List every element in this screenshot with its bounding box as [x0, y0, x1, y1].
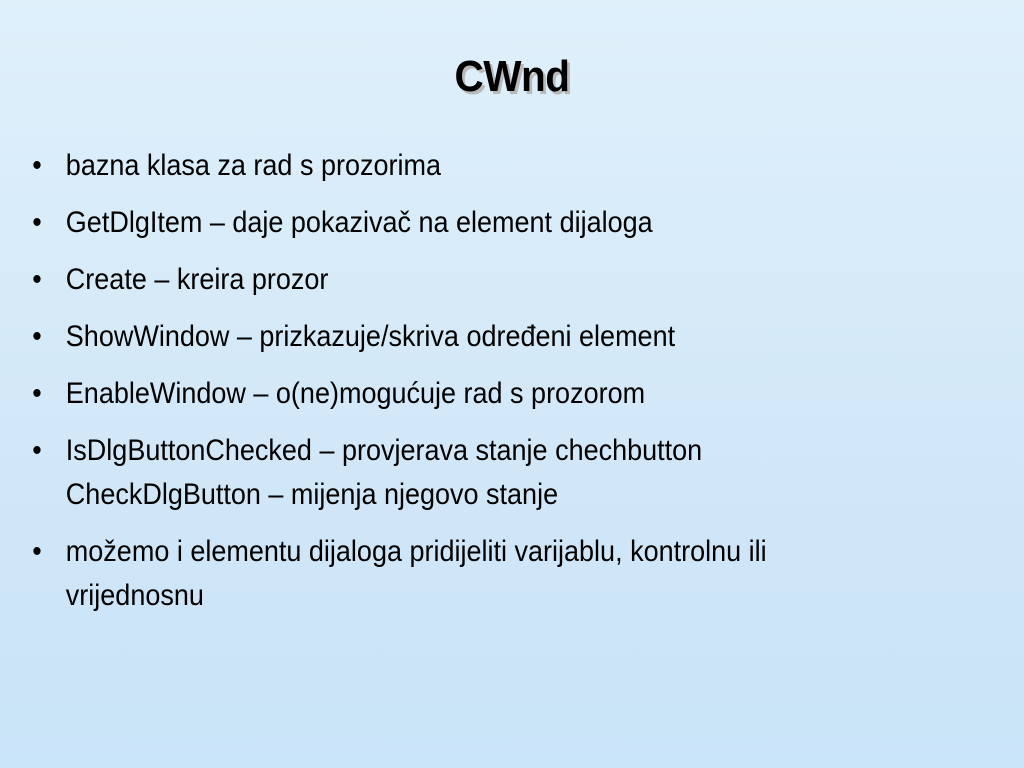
bullet-icon: •: [32, 206, 42, 239]
bullet-text-continuation: vrijednosnu: [65, 579, 204, 612]
bullet-icon: •: [32, 377, 42, 410]
slide-title: CWnd: [454, 52, 570, 101]
bullet-text: ShowWindow – prizkazuje/skriva određeni element: [65, 320, 676, 353]
bullet-item: [28, 372, 892, 416]
bullet-icon: •: [32, 434, 42, 467]
bullet-icon: •: [32, 535, 42, 568]
bullet-item: [28, 429, 892, 517]
bullet-text-continuation: CheckDlgButton – mijenja njegovo stanje: [65, 478, 559, 511]
bullet-item: [28, 315, 892, 359]
bullet-icon: •: [32, 320, 42, 353]
bullet-text: IsDlgButtonChecked – provjerava stanje chechbutton: [65, 434, 703, 467]
bullet-item: [28, 201, 892, 245]
bullet-text: Create – kreira prozor: [65, 263, 329, 296]
bullet-item: [28, 258, 892, 302]
bullet-list: [28, 144, 988, 631]
bullet-text: bazna klasa za rad s prozorima: [65, 149, 441, 182]
bullet-icon: •: [32, 263, 42, 296]
bullet-text: možemo i elementu dijaloga pridijeliti varijablu, kontrolnu ili: [65, 535, 767, 568]
bullet-icon: •: [32, 149, 42, 182]
bullet-item: [28, 144, 892, 188]
bullet-text: EnableWindow – o(ne)mogućuje rad s prozorom: [65, 377, 646, 410]
bullet-text: GetDlgItem – daje pokazivač na element dijaloga: [65, 206, 653, 239]
bullet-item: [28, 530, 892, 618]
